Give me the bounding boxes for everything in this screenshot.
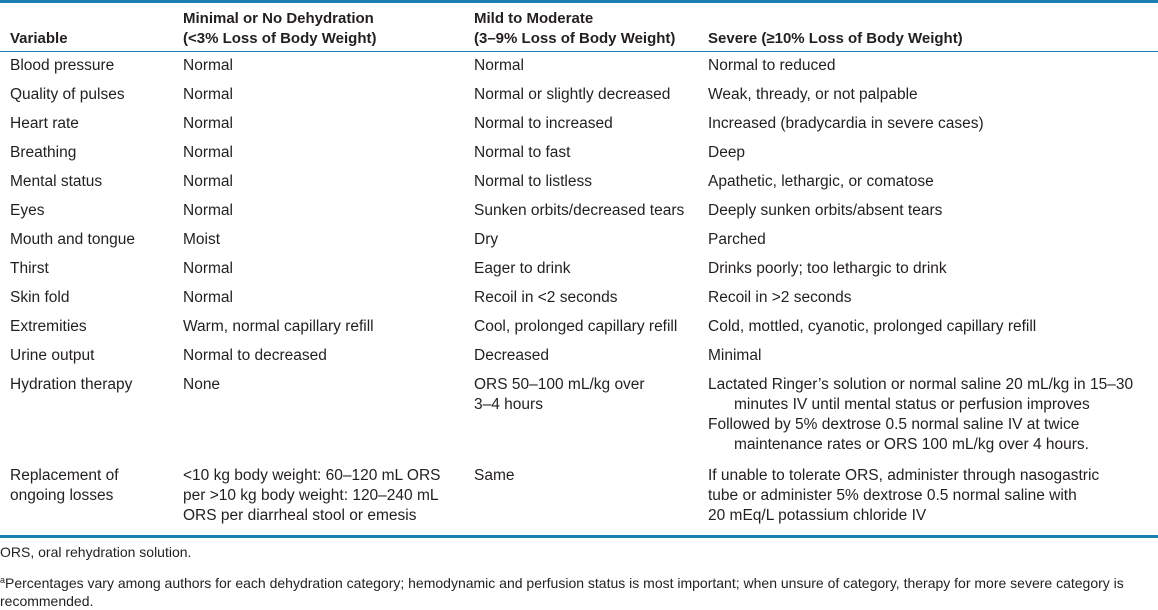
severe-cell: Minimal — [708, 347, 762, 364]
footnote-abbreviation: ORS, oral rehydration solution. — [0, 544, 192, 560]
severe-cell: Increased (bradycardia in severe cases) — [708, 115, 984, 132]
mild-cell: Decreased — [474, 347, 549, 364]
minimal-cell: Normal to decreased — [183, 347, 327, 364]
minimal-cell: Normal — [183, 173, 233, 190]
header-severe: Severe (≥10% Loss of Body Weight) — [700, 3, 1158, 52]
variable-cell: Skin fold — [10, 289, 70, 306]
mild-cell: Recoil in <2 seconds — [474, 289, 618, 306]
table-row — [0, 81, 1158, 110]
severe-cell: Parched — [708, 231, 766, 248]
severe-cell: Cold, mottled, cyanotic, prolonged capillary refill — [708, 318, 1037, 335]
header-mild-moderate: Mild to Moderate (3–9% Loss of Body Weight) — [464, 3, 700, 52]
mild-cell: Same — [474, 467, 515, 484]
footnote-a: $^a$Percentages vary among authors for each dehydration category; hemodynamic and perfusion status is most important; when unsure of category, therapy for more severe category is recommended. — [0, 575, 1124, 609]
table-row-replacement — [0, 460, 1158, 533]
variable-cell: Blood pressure — [10, 57, 115, 74]
minimal-cell: Moist — [183, 231, 221, 248]
severe-cell: If unable to tolerate ORS, administer through nasogastric tube or administer 5% dextrose 0.5 normal saline with 20 mEq/L potassium chloride IV — [708, 467, 1100, 524]
severe-cell: Deeply sunken orbits/absent tears — [708, 202, 943, 219]
header-minimal: Minimal or No Dehydration (<3% Loss of Body Weight) — [173, 3, 464, 52]
minimal-cell: None — [183, 376, 221, 393]
minimal-cell: Normal — [183, 86, 233, 103]
mild-cell: Cool, prolonged capillary refill — [474, 318, 678, 335]
table-row — [0, 110, 1158, 139]
mild-cell: Normal to increased — [474, 115, 613, 132]
mild-cell: Normal to fast — [474, 144, 571, 161]
mild-cell: Eager to drink — [474, 260, 571, 277]
table-row — [0, 284, 1158, 313]
minimal-cell: <10 kg body weight: 60–120 mL ORS per >10 kg body weight: 120–240 mL ORS per diarrheal stool or emesis — [183, 467, 441, 524]
severe-cell: Lactated Ringer’s solution or normal saline 20 mL/kg in 15–30 minutes IV until mental status or perfusion improves Followed by 5% dextrose 0.5 normal saline IV at twice maintenance rates or ORS 100 mL/kg over 4 hours. — [708, 376, 1134, 453]
variable-cell: Extremities — [10, 318, 87, 335]
table-row — [0, 52, 1158, 82]
severe-cell: Apathetic, lethargic, or comatose — [708, 173, 934, 190]
table-row — [0, 139, 1158, 168]
mild-cell: Sunken orbits/decreased tears — [474, 202, 685, 219]
variable-cell: Mental status — [10, 173, 103, 190]
mild-cell: ORS 50–100 mL/kg over 3–4 hours — [474, 376, 645, 413]
header-row — [0, 3, 1158, 52]
table-row — [0, 342, 1158, 371]
severe-cell: Normal to reduced — [708, 57, 836, 74]
severe-cell: Drinks poorly; too lethargic to drink — [708, 260, 947, 277]
mild-cell: Normal — [474, 57, 524, 74]
minimal-cell: Normal — [183, 202, 233, 219]
bottom-rule — [0, 535, 1158, 538]
mild-cell: Normal to listless — [474, 173, 592, 190]
minimal-cell: Normal — [183, 260, 233, 277]
severe-cell: Weak, thready, or not palpable — [708, 86, 918, 103]
severe-cell: Deep — [708, 144, 746, 161]
variable-cell: Thirst — [10, 260, 49, 277]
table-row — [0, 197, 1158, 226]
variable-cell: Urine output — [10, 347, 95, 364]
severe-cell: Recoil in >2 seconds — [708, 289, 852, 306]
mild-cell: Normal or slightly decreased — [474, 86, 671, 103]
minimal-cell: Warm, normal capillary refill — [183, 318, 374, 335]
header-variable: Variable — [0, 3, 173, 52]
variable-cell: Heart rate — [10, 115, 79, 132]
variable-cell: Mouth and tongue — [10, 231, 135, 248]
minimal-cell: Normal — [183, 115, 233, 132]
footnote-marker: a — [0, 575, 6, 585]
variable-cell: Hydration therapy — [10, 376, 133, 393]
minimal-cell: Normal — [183, 144, 233, 161]
variable-cell: Quality of pulses — [10, 86, 125, 103]
table-row-hydration-therapy — [0, 371, 1158, 460]
table-row — [0, 255, 1158, 284]
variable-cell: Eyes — [10, 202, 45, 219]
dehydration-assessment-table — [0, 3, 1158, 533]
mild-cell: Dry — [474, 231, 499, 248]
table-row — [0, 226, 1158, 255]
table-row — [0, 313, 1158, 342]
minimal-cell: Normal — [183, 57, 233, 74]
minimal-cell: Normal — [183, 289, 233, 306]
variable-cell: Replacement of ongoing losses — [10, 467, 119, 504]
table-row — [0, 168, 1158, 197]
variable-cell: Breathing — [10, 144, 77, 161]
